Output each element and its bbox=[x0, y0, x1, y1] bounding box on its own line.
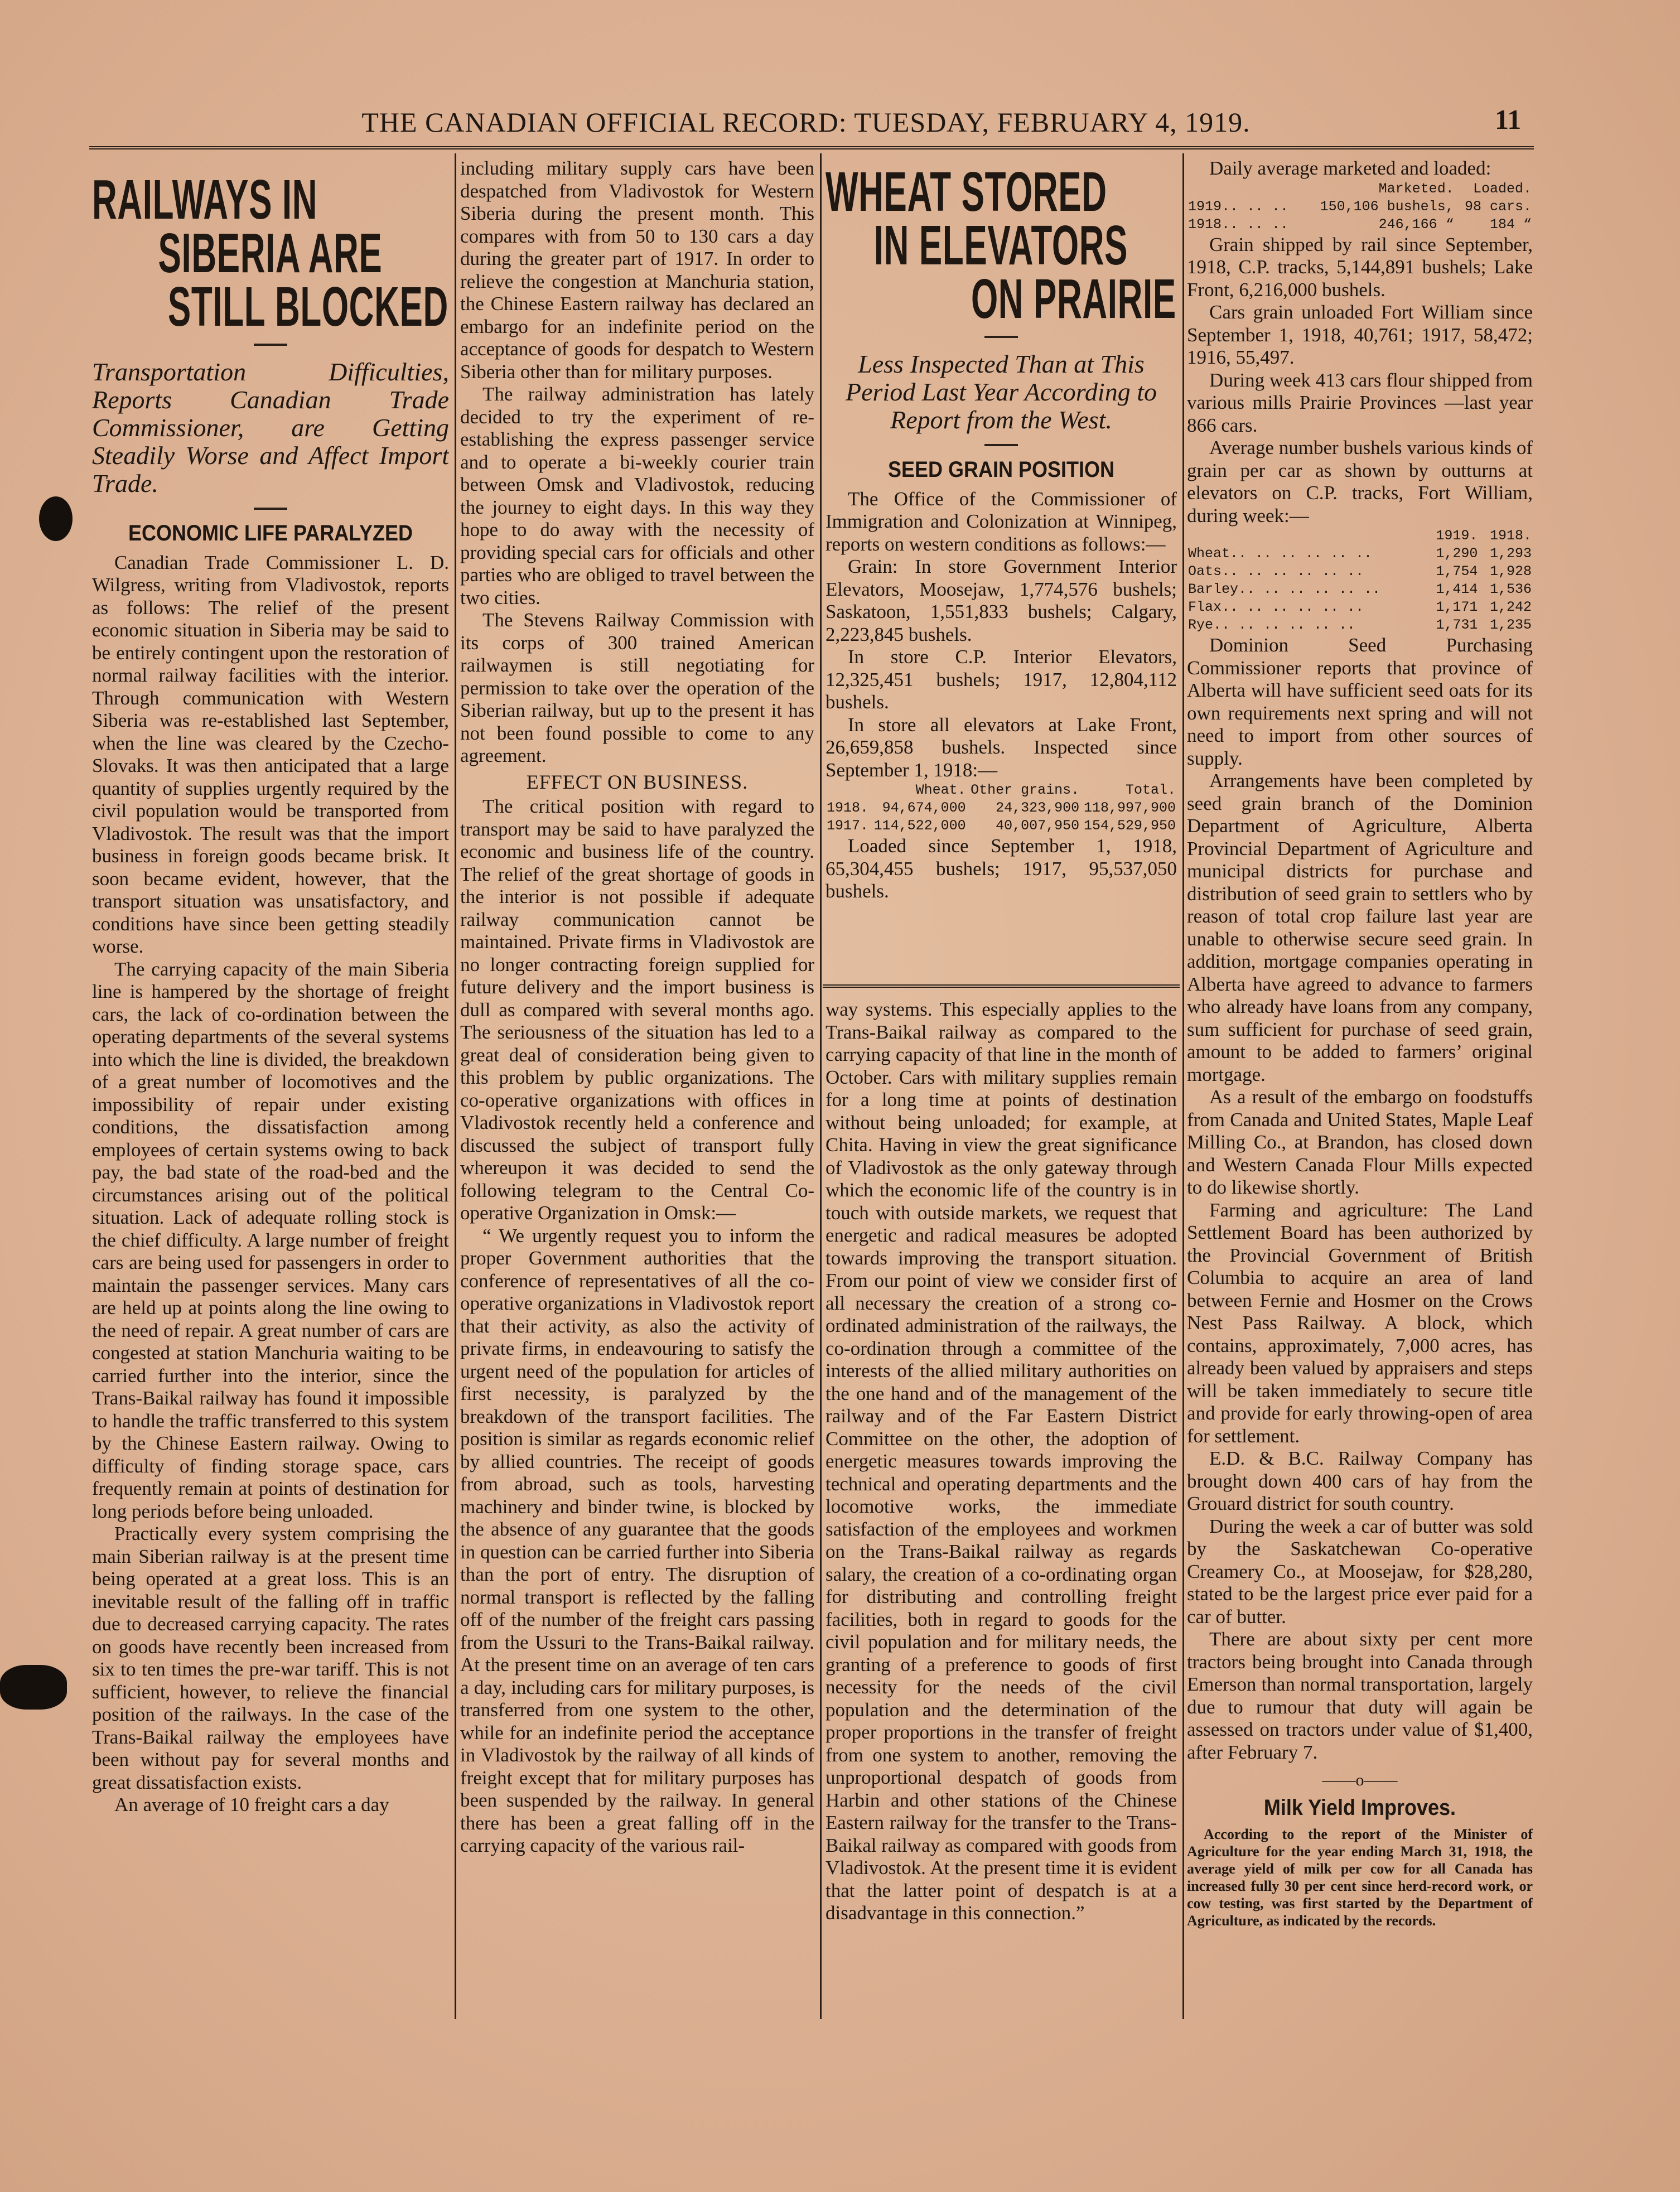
ornament-divider: ——o—— bbox=[1322, 1771, 1398, 1789]
column-4 bbox=[1187, 157, 1533, 2020]
column-3-top bbox=[825, 157, 1177, 977]
headline-line: ON PRAIRIE bbox=[971, 268, 1176, 330]
article2-subhead: SEED GRAIN POSITION bbox=[887, 457, 1115, 482]
table-cell: 1,536 bbox=[1489, 581, 1532, 597]
table-cell: 24,323,900 bbox=[996, 800, 1080, 816]
paragraph: including military supply cars have been despatched from Vladivostok for Western Siberia during the present month. This compares with from 50 to 130 cars a day during the greater part of 1917. In order to relieve the congestion at Manchuria station, the Chinese Eastern railway has declared an embargo for an indefinite period on the acceptance of goods for despatch to Western Siberia other than for military purposes. bbox=[460, 157, 814, 383]
paragraph: During week 413 cars flour shipped from various mills Prairie Provinces —last year 866 cars. bbox=[1187, 369, 1533, 436]
column-rule-3 bbox=[1182, 153, 1184, 2019]
table-row bbox=[825, 817, 1177, 835]
headline-line: SIBERIA ARE bbox=[158, 222, 383, 284]
table-row bbox=[1187, 216, 1533, 234]
table-cell: 118,997,900 bbox=[1083, 800, 1176, 816]
milk-paragraph: According to the report of the Minister of Agriculture for the year ending March 31, 1918, the average yield of milk per cow for all Canada has increased fully 30 per cent since herd-record work, or cow testing, was first started by the Department of Agriculture, as indicated by the records. bbox=[1187, 1826, 1533, 1929]
article1-subhead: ECONOMIC LIFE PARALYZED bbox=[128, 521, 413, 545]
table-row bbox=[1187, 581, 1533, 598]
table-row bbox=[1187, 616, 1533, 634]
paragraph: The critical position with regard to transport may be said to have paralyzed the economic and business life of the country. The relief of the great shortage of goods in the interior is not possible if adequate railway communication cannot be maintained. Private firms in Vladivostok are no longer contracting foreign supplied for future delivery and the import business is dull as compared with several months ago. The seriousness of the situation has led to a great deal of consideration being given to this problem by public organizations. The co-operative organizations with offices in Vladivostok recently held a conference and discussed the subject of transport fully whereupon it was decided to send the following telegram to the Central Co-operative Organization in Omsk:— bbox=[460, 795, 814, 1224]
article1-headline bbox=[92, 168, 449, 338]
table-cell: 246,166 “ bbox=[1378, 216, 1454, 233]
paragraph: Farming and agriculture: The Land Settlement Board has been authorized by the Provincial Government of British Columbia to acquire an area of land between Fernie and Hosmer on the Crows Nest Pass Railway. A block, which contains, approximately, 7,000 acres, has already been valued by appraisers and steps will be taken immediately to secure title and provide for early throwing-open of area for settlement. bbox=[1187, 1199, 1533, 1447]
table-header-row bbox=[825, 781, 1177, 799]
table-cell: 1,293 bbox=[1489, 545, 1532, 562]
table-row bbox=[1187, 545, 1533, 563]
paragraph: In store all elevators at Lake Front, 26,659,858 bushels. Inspected since September 1, 1918:— bbox=[825, 713, 1177, 781]
table-header: Marketed. bbox=[1378, 180, 1454, 197]
table-cell: Rye.. .. .. .. .. .. bbox=[1188, 617, 1356, 633]
table-cell: Wheat.. .. .. .. .. .. bbox=[1188, 545, 1373, 562]
paragraph: In store C.P. Interior Elevators, 12,325,451 bushels; 1917, 12,804,112 bushels. bbox=[825, 646, 1177, 713]
table-cell: 1,754 bbox=[1436, 563, 1478, 580]
table-cell: 1918. bbox=[827, 800, 869, 816]
paragraph: Dominion Seed Purchasing Commissioner reports that province of Alberta will have sufficient seed oats for its own requirements next spring and will not need to import from other sources of supply. bbox=[1187, 634, 1533, 769]
paragraph: An average of 10 freight cars a day bbox=[114, 1794, 389, 1816]
table-header: Wheat. bbox=[915, 782, 966, 798]
paragraph: As a result of the embargo on foodstuffs from Canada and United States, Maple Leaf Milling Co., at Brandon, has closed down and Western Canada Flour Mills expected to do likewise shortly. bbox=[1187, 1086, 1533, 1198]
column-3-bottom bbox=[825, 998, 1177, 2019]
article2-headline bbox=[825, 161, 1177, 330]
table-header: 1919. bbox=[1436, 528, 1478, 544]
table-row bbox=[1187, 563, 1533, 581]
header-rule bbox=[89, 146, 1534, 149]
table-cell: 154,529,950 bbox=[1083, 818, 1176, 834]
table-cell: 150,106 bushels, bbox=[1320, 198, 1454, 215]
article1-deck: Transportation Difficulties, Reports Canadian Trade Commissioner, are Getting Steadily Worse and Affect Import Trade. bbox=[92, 358, 449, 498]
article1-subhead-2: EFFECT ON BUSINESS. bbox=[526, 770, 749, 793]
table-cell: 1919.. .. .. bbox=[1188, 198, 1289, 215]
table-cell: 1,731 bbox=[1436, 617, 1478, 633]
headline-line: IN ELEVATORS bbox=[873, 214, 1128, 277]
table-cell: 94,674,000 bbox=[882, 800, 966, 816]
ink-blot bbox=[39, 496, 73, 541]
table-header-row bbox=[1187, 527, 1533, 545]
column-1 bbox=[92, 157, 449, 2020]
table-cell: 1917. bbox=[827, 818, 869, 834]
headline-line: STILL BLOCKED bbox=[167, 276, 448, 338]
table-header: 1918. bbox=[1489, 528, 1532, 544]
inspected-table bbox=[825, 781, 1177, 835]
paragraph: E.D. & B.C. Railway Company has brought down 400 cars of hay from the Grouard district for south country. bbox=[1187, 1447, 1533, 1514]
section-rule bbox=[823, 984, 1180, 988]
column-rule-2 bbox=[820, 153, 822, 2019]
paragraph: The Stevens Railway Commission with its corps of 300 trained American railwaymen is still negotiating for permission to take over the operation of the Siberian railway, but up to the present it has not been found possible to come to any agreement. bbox=[460, 609, 814, 766]
table-cell: Barley.. .. .. .. .. .. bbox=[1188, 581, 1381, 597]
column-2 bbox=[460, 157, 814, 2020]
table-cell: 1,242 bbox=[1489, 599, 1532, 615]
table-header: Total. bbox=[1125, 782, 1176, 798]
table-header-row bbox=[1187, 180, 1533, 198]
paragraph: During the week a car of butter was sold by the Saskatchewan Co-operative Creamery Co., at Moosejaw, for $28,280, stated to be the largest price ever paid for a car of butter. bbox=[1187, 1515, 1533, 1628]
paragraph: Grain: In store Government Interior Elevators, Moosejaw, 1,774,576 bushels; Saskatoon, 1,551,833 bushels; Calgary, 2,223,845 bushels. bbox=[825, 556, 1177, 645]
table-cell: 114,522,000 bbox=[873, 818, 966, 834]
ink-blot bbox=[0, 1665, 67, 1710]
paragraph: “ We urgently request you to inform the proper Government authorities that the conference of representatives of all the co-operative organizations in Vladivostok report that their activity, as also the activity of private firms, in endeavouring to satisfy the urgent need of the population for articles of first necessity, is paralyzed by the breakdown of the transport facilities. The position is similar as regards economic relief by allied countries. The receipt of goods from abroad, such as tools, harvesting machinery and binder twine, is blocked by the absence of any guarantee that the goods in question can be carried further into Siberia than the port of entry. The disruption of normal transport is reflected by the falling off of the number of the freight cars passing from the Ussuri to the Trans-Baikal railway. At the present time on an average of ten cars a day, including cars for military purposes, is transferred from one system to the other, while for an indefinite period the acceptance in Vladivostok by the railway of all kinds of freight except that for military purposes has been suspended by the railway. In general there has been a great falling off in the carrying capacity of the various rail- bbox=[460, 1224, 814, 1856]
table-cell: 1918.. .. .. bbox=[1188, 216, 1289, 233]
table-cell: 40,007,950 bbox=[996, 818, 1080, 834]
headline-line: WHEAT STORED bbox=[825, 161, 1107, 223]
outturn-table bbox=[1187, 527, 1533, 634]
paragraph: Loaded since September 1, 1918, 65,304,455 bushels; 1917, 95,537,050 bushels. bbox=[825, 835, 1177, 902]
divider bbox=[254, 508, 287, 510]
milk-title: Milk Yield Improves. bbox=[1263, 1795, 1456, 1820]
table-cell: Flax.. .. .. .. .. .. bbox=[1188, 599, 1364, 615]
table-header: Loaded. bbox=[1473, 180, 1532, 197]
table-header: Other grains. bbox=[971, 782, 1080, 798]
divider bbox=[984, 444, 1018, 446]
paragraph: Daily average marketed and loaded: bbox=[1209, 157, 1491, 179]
table-row bbox=[825, 799, 1177, 817]
divider bbox=[254, 344, 287, 346]
page-header: THE CANADIAN OFFICIAL RECORD: TUESDAY, FEBRUARY 4, 1919. bbox=[361, 107, 1251, 138]
marketed-table bbox=[1187, 180, 1533, 234]
paragraph: There are about sixty per cent more tractors being brought into Canada through Emerson than normal transportation, largely due to rumour that duty will again be assessed on tractors under value of $1,400, after February 7. bbox=[1187, 1628, 1533, 1763]
table-row bbox=[1187, 598, 1533, 616]
table-cell: 1,928 bbox=[1489, 563, 1532, 580]
table-cell: 98 cars. bbox=[1464, 198, 1532, 215]
table-cell: 1,414 bbox=[1436, 581, 1478, 597]
paragraph: Arrangements have been completed by seed grain branch of the Dominion Department of Agriculture, Alberta Provincial Department of Agriculture and municipal districts for purchase and distribution of seed grain to settlers who by reason of total crop failure last year are unable to otherwise secure seed grain. In addition, mortgage companies operating in Alberta have agreed to advance to farmers who already have loans from any company, sum sufficient for purchase of seed grain, amount to be added to farmers’ original mortgage. bbox=[1187, 770, 1533, 1085]
paragraph: Practically every system comprising the main Siberian railway is at the present time being operated at a great loss. This is an inevitable result of the falling off in traffic due to decreased carrying capacity. The rates on goods have recently been increased from six to ten times the pre-war tariff. This is not sufficient, however, to relieve the financial position of the railways. In the case of the Trans-Baikal railway the employees have been without pay for several months and great dissatisfaction exists. bbox=[92, 1523, 449, 1793]
column-rule-1 bbox=[455, 153, 456, 2019]
table-header bbox=[1187, 527, 1425, 545]
paragraph: The Office of the Commissioner of Immigration and Colonization at Winnipeg, reports on western conditions as follows:— bbox=[825, 487, 1177, 555]
table-cell: 1,290 bbox=[1436, 545, 1478, 562]
table-cell: 1,235 bbox=[1489, 617, 1532, 633]
paragraph: The railway administration has lately decided to try the experiment of re-establishing the express passenger service and to operate a bi-weekly courier train between Omsk and Vladivostok, reducing the journey to eight days. In this way they hope to do away with the necessity of providing special cars for officials and other parties who are obliged to travel between the two cities. bbox=[460, 383, 814, 609]
article2-deck: Less Inspected Than at This Period Last Year According to Report from the West. bbox=[846, 350, 1157, 434]
table-cell: 1,171 bbox=[1436, 599, 1478, 615]
paragraph: Average number bushels various kinds of grain per car as shown by outturns at elevators on C.P. tracks, Fort William, during week:— bbox=[1187, 437, 1533, 527]
paragraph: way systems. This especially applies to the Trans-Baikal railway as compared to the carrying capacity of that line in the month of October. Cars with military supplies remain for a long time at points of destination without being unloaded; for example, at Chita. Having in view the great significance of Vladivostok as the only gateway through which the economic life of the country is in touch with outside markets, we request that energetic and radical measures be adopted towards improving the transport situation. From our point of view we consider first of all necessary the creation of a strong co-ordinated administration of the railways, the co-ordination through a committee of the interests of the allied military authorities on the one hand and of the management of the railway and of the Far Eastern District Committee on the other, the adoption of energetic measures towards improving the technical and operating departments and the locomotive works, the immediate satisfaction of the employees and workmen on the Trans-Baikal railway as regards salary, the creation of a co-ordinating organ for distributing and controlling freight facilities, both in regard to goods for the civil population and for military needs, the granting of a preference to goods of first necessity for the needs of the civil population and the determination of the proper proportions in the transfer of freight from one system to another, removing the unproportional despatch of goods from Harbin and other stations of the Chinese Eastern railway for the transfer to the Trans-Baikal railway as compared with goods from Vladivostok. At the present time it is evident that the latter point of despatch is at a disadvantage in this connection.” bbox=[825, 998, 1177, 1924]
table-header bbox=[825, 781, 871, 799]
headline-line: RAILWAYS IN bbox=[92, 168, 318, 231]
paragraph: Cars grain unloaded Fort William since September 1, 1918, 40,761; 1917, 58,472; 1916, 55,497. bbox=[1187, 301, 1533, 368]
paragraph: Canadian Trade Commissioner L. D. Wilgress, writing from Vladivostok, reports as follows: The relief of the present economic situation in Siberia may be said to be entirely contingent upon the restoration of normal railway facilities with the interior. Through communication with Western Siberia was re-established last September, when the line was cleared by the Czecho-Slovaks. It was then anticipated that a large quantity of supplies urgently required by the civil population would be transported from Vladivostok. The result was that the import business in foreign goods became brisk. It soon became evident, however, that the transport situation was unsatisfactory, and conditions have since been getting steadily worse. bbox=[92, 551, 449, 957]
paragraph: The carrying capacity of the main Siberia line is hampered by the shortage of freight cars, the lack of co-ordination between the operating departments of the several systems into which the line is divided, the breakdown of a great number of locomotives and the impossibility of repair under existing conditions, the dissatisfaction among employees of certain systems owing to back pay, the bad state of the road-bed and the circumstances arising out of the political situation. Lack of adequate rolling stock is the chief difficulty. A large number of freight cars are being used for passengers in order to maintain the passenger services. Many cars are held up at points along the line owing to the need of repair. A great number of cars are congested at station Manchuria waiting to be carried further into the interior, since the Trans-Baikal railway has found it impossible to handle the traffic transferred to this system by the Chinese Eastern railway. Owing to difficulty of finding storage space, cars frequently remain at points of destination for long periods before being unloaded. bbox=[92, 958, 449, 1522]
table-cell: 184 “ bbox=[1489, 216, 1532, 233]
paragraph: Grain shipped by rail since September, 1918, C.P. tracks, 5,144,891 bushels; Lake Front, 6,216,000 bushels. bbox=[1187, 233, 1533, 301]
divider bbox=[984, 336, 1018, 338]
table-cell: Oats.. .. .. .. .. .. bbox=[1188, 563, 1364, 580]
table-row bbox=[1187, 198, 1533, 216]
table-header bbox=[1187, 180, 1302, 198]
page-number: 11 bbox=[1495, 104, 1522, 135]
